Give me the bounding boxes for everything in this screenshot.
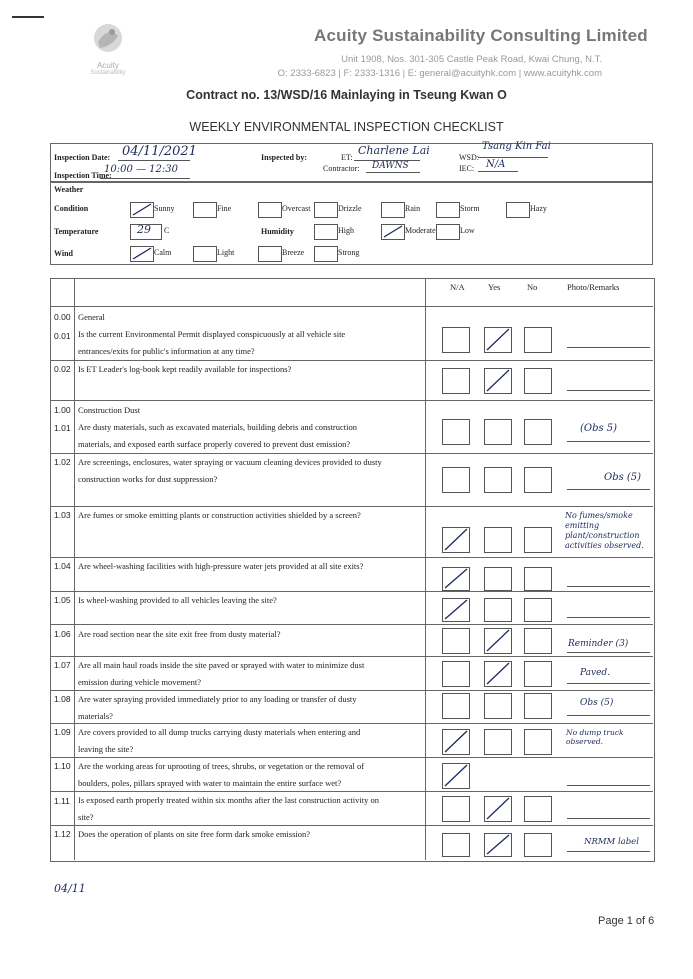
time-label: Inspection Time: [54,171,112,180]
question-line-1: Are wheel-washing facilities with high-pressure water jets provided at all site exits? [78,561,364,571]
wsd-label: WSD: [459,153,479,162]
header-remarks: Photo/Remarks [567,282,620,292]
remark-text: Paved. [580,668,611,678]
checkbox[interactable] [436,224,460,240]
checklist-title: WEEKLY ENVIRONMENTAL INSPECTION CHECKLIST [189,120,504,134]
question-line-2: entrances/exits for public's information at any time? [78,346,255,356]
question-line-1: Is ET Leader's log-book kept readily available for inspections? [78,364,292,374]
item-question [78,326,423,360]
no-checkbox[interactable] [524,661,552,687]
item-number: 1.08 [54,694,71,704]
et-label: ET: [341,153,353,162]
remark-text: (Obs 5) [580,423,618,434]
checkbox[interactable] [193,246,217,262]
wind-calm[interactable] [130,246,172,267]
option-label: Storm [460,204,480,213]
no-checkbox[interactable] [524,527,552,553]
temperature-box[interactable] [130,224,162,240]
na-checkbox[interactable] [442,419,470,445]
item-number: 1.10 [54,761,71,771]
inspected-by-label: Inspected by: [261,153,308,162]
check-mark-icon [443,568,469,590]
wsd-underline [478,157,548,158]
check-mark-icon [382,225,404,239]
item-number: 1.04 [54,561,71,571]
wind-breeze[interactable] [258,246,305,267]
humidity-moderate[interactable] [381,224,436,245]
question-line-1: Are covers provided to all dump trucks carrying dusty materials when entering and [78,727,361,737]
yes-checkbox[interactable] [484,419,512,445]
option-label: Light [217,248,235,257]
weather-heading: Weather [54,185,84,194]
remark-text: Reminder (3) [568,639,629,649]
item-number: 1.06 [54,629,71,639]
condition-rain[interactable] [381,202,421,223]
question-line-1: Is wheel-washing provided to all vehicles leaving the site? [78,595,277,605]
no-checkbox[interactable] [524,628,552,654]
no-checkbox[interactable] [524,833,552,857]
yes-checkbox[interactable] [484,598,512,622]
header-na: N/A [450,282,465,292]
remark-text: No fumes/smoke emitting plant/construction activities observed. [565,511,644,550]
item-question [78,792,423,826]
yes-checkbox[interactable] [484,661,512,687]
no-checkbox[interactable] [524,796,552,822]
iec-value: N/A [486,159,506,170]
na-checkbox[interactable] [442,567,470,591]
contract-title: Contract no. 13/WSD/16 Mainlaying in Tseung Kwan O [186,88,507,102]
checkbox[interactable] [436,202,460,218]
yes-checkbox[interactable] [484,467,512,493]
item-number: 1.02 [54,457,71,467]
check-mark-icon [443,599,469,621]
logo-subtext: Sustainability [90,70,126,76]
no-checkbox[interactable] [524,729,552,755]
question-line-1: Are the working areas for uprooting of trees, shrubs, or vegetation or the removal of [78,761,365,771]
check-mark-icon [485,834,511,856]
section-title: Construction Dust [78,405,141,415]
item-question [78,592,423,609]
check-mark-icon [485,797,511,821]
question-line-1: Are fumes or smoke emitting plants or construction activities shielded by a screen? [78,510,361,520]
option-label: Hazy [530,204,547,213]
remark-line [567,390,650,391]
remark-text: Obs (5) [580,698,614,708]
temperature-label: Temperature [54,227,99,236]
check-mark-icon [443,528,469,552]
item-number: 1.03 [54,510,71,520]
date-label: Inspection Date: [54,153,111,162]
wsd-value: Tsang Kin Fai [482,141,551,152]
question-line-2: leaving the site? [78,744,134,754]
item-question [78,558,423,575]
na-checkbox[interactable] [442,693,470,719]
condition-fine[interactable] [193,202,232,223]
page-number: Page 1 of 6 [598,915,655,927]
remark-line [567,586,650,587]
section-number: 1.00 [54,405,71,415]
wind-strong[interactable] [314,246,360,267]
checkbox[interactable] [314,246,338,262]
et-value: Charlene Lai [358,144,430,157]
option-label: Sunny [154,204,175,213]
na-checkbox[interactable] [442,661,470,687]
remark-line [567,715,650,716]
yes-checkbox[interactable] [484,327,512,353]
na-checkbox[interactable] [442,467,470,493]
question-line-1: Is the current Environmental Permit displayed conspicuously at all vehicle site [78,329,346,339]
table-header-row-line [50,306,653,307]
humidity-low[interactable] [436,224,475,245]
item-question [78,626,423,643]
item-question [78,419,423,453]
corner-mark [12,16,44,18]
item-question [78,691,423,725]
checkbox[interactable] [258,202,282,218]
remark-line [567,683,650,684]
yes-checkbox[interactable] [484,567,512,591]
option-label: Rain [405,204,421,213]
question-line-1: Is exposed earth properly treated within six months after the last construction activity on [78,795,379,805]
temperature-field[interactable] [130,223,170,245]
question-line-1: Are all main haul roads inside the site paved or sprayed with water to minimize dust [78,660,365,670]
humidity-high[interactable] [314,224,354,245]
yes-checkbox[interactable] [484,628,512,654]
check-mark-icon [485,629,511,653]
time-underline [100,178,190,179]
question-line-1: Are road section near the site exit free from dusty material? [78,629,281,639]
option-label: Fine [217,204,232,213]
address-line: Unit 1908, Nos. 301-305 Castle Peak Road, Kwai Chung, N.T. [341,54,602,65]
contact-line: O: 2333-6823 | F: 2333-1316 | E: general@acuityhk.com | www.acuityhk.com [277,68,602,79]
yes-checkbox[interactable] [484,527,512,553]
na-checkbox[interactable] [442,833,470,857]
checkbox[interactable] [130,246,154,262]
condition-drizzle[interactable] [314,202,362,223]
yes-checkbox[interactable] [484,833,512,857]
na-checkbox[interactable] [442,527,470,553]
na-checkbox[interactable] [442,763,470,789]
row-divider [50,624,653,625]
check-mark-icon [443,764,469,788]
condition-sunny[interactable] [130,202,175,223]
checkbox[interactable] [506,202,530,218]
yes-checkbox[interactable] [484,729,512,755]
remark-line [567,441,650,442]
question-line-2: site? [78,812,94,822]
item-question [78,507,423,524]
option-label: Drizzle [338,204,362,213]
item-number: 1.05 [54,595,71,605]
date-underline [118,160,190,161]
item-number: 1.11 [54,796,70,806]
na-checkbox[interactable] [442,628,470,654]
item-question [78,454,423,488]
checkbox[interactable] [314,202,338,218]
item-number: 1.01 [54,423,71,433]
remark-line [567,347,650,348]
question-line-1: Are screenings, enclosures, water spraying or vacuum cleaning devices provided to dusty [78,457,382,467]
condition-storm[interactable] [436,202,480,223]
yes-checkbox[interactable] [484,693,512,719]
item-number: 0.01 [54,331,71,341]
item-question [78,361,423,378]
check-mark-icon [443,730,469,754]
iec-label: IEC: [459,164,475,173]
remark-text: No dump truck observed. [566,728,624,746]
no-checkbox[interactable] [524,419,552,445]
question-line-1: Are water spraying provided immediately prior to any loading or transfer of dusty [78,694,357,704]
no-checkbox[interactable] [524,467,552,493]
no-checkbox[interactable] [524,693,552,719]
option-label: Overcast [282,204,311,213]
question-line-2: materials? [78,711,113,721]
remark-line [567,785,650,786]
section-title: General [78,312,105,322]
company-logo [78,22,138,76]
col-divider-question [425,278,426,860]
item-question [78,724,423,758]
checkbox[interactable] [381,202,405,218]
no-checkbox[interactable] [524,368,552,394]
item-question [78,657,423,691]
question-line-2: emission during vehicle movement? [78,677,201,687]
option-label: Strong [338,248,360,257]
check-mark-icon [485,662,511,686]
check-mark-icon [131,247,153,261]
option-label: Calm [154,248,172,257]
checkbox[interactable] [258,246,282,262]
item-number: 1.12 [54,829,71,839]
company-name: Acuity Sustainability Consulting Limited [314,26,648,45]
contractor-underline [366,172,420,173]
option-label: Moderate [405,226,436,235]
remark-line [567,851,650,852]
question-line-1: Are dusty materials, such as excavated materials, building debris and construction [78,422,358,432]
condition-hazy[interactable] [506,202,547,223]
yes-checkbox[interactable] [484,796,512,822]
remark-line [567,652,650,653]
option-label: High [338,226,354,235]
check-mark-icon [485,369,511,393]
time-value: 10:00 — 12:30 [104,164,178,175]
no-checkbox[interactable] [524,327,552,353]
date-value: 04/11/2021 [122,144,197,159]
logo-text: Acuity [97,61,119,70]
no-checkbox[interactable] [524,598,552,622]
remark-line [567,617,650,618]
temperature-value: 29 [137,223,151,236]
remark-line [567,818,650,819]
section-number: 0.00 [54,312,71,322]
col-divider-num [74,278,75,860]
temperature-unit: C [164,226,170,235]
handwritten-date: 04/11 [54,882,86,895]
checkbox[interactable] [314,224,338,240]
wind-label: Wind [54,249,73,258]
remark-text: Obs (5) [604,472,642,483]
question-line-1: Does the operation of plants on site free form dark smoke emission? [78,829,311,839]
wind-light[interactable] [193,246,235,267]
item-question [78,826,423,843]
na-checkbox[interactable] [442,796,470,822]
na-checkbox[interactable] [442,368,470,394]
iec-underline [478,171,518,172]
no-checkbox[interactable] [524,567,552,591]
item-number: 0.02 [54,364,71,374]
na-checkbox[interactable] [442,327,470,353]
condition-overcast[interactable] [258,202,311,223]
na-checkbox[interactable] [442,598,470,622]
contractor-label: Contractor: [323,164,360,173]
row-divider [50,400,653,401]
logo-icon [88,22,128,58]
checkbox[interactable] [130,202,154,218]
company-address [262,53,602,81]
contractor-value: DAWNS [372,161,409,171]
remark-line [567,489,650,490]
item-question [78,758,423,792]
header-no: No [527,282,538,292]
option-label: Low [460,226,475,235]
option-label: Breeze [282,248,305,257]
humidity-label: Humidity [261,227,294,236]
remark-text: NRMM label [584,837,639,847]
condition-label: Condition [54,204,89,213]
na-checkbox[interactable] [442,729,470,755]
checkbox[interactable] [193,202,217,218]
yes-checkbox[interactable] [484,368,512,394]
question-line-2: construction works for dust suppression? [78,474,218,484]
question-line-2: boulders, poles, pillars sprayed with water to maintain the entire surface wet? [78,778,342,788]
check-mark-icon [485,328,511,352]
check-mark-icon [131,203,153,217]
checkbox[interactable] [381,224,405,240]
item-number: 1.07 [54,660,71,670]
question-line-2: materials, and exposed earth surface properly covered to prevent dust emission? [78,439,351,449]
item-number: 1.09 [54,727,71,737]
header-yes: Yes [488,282,501,292]
